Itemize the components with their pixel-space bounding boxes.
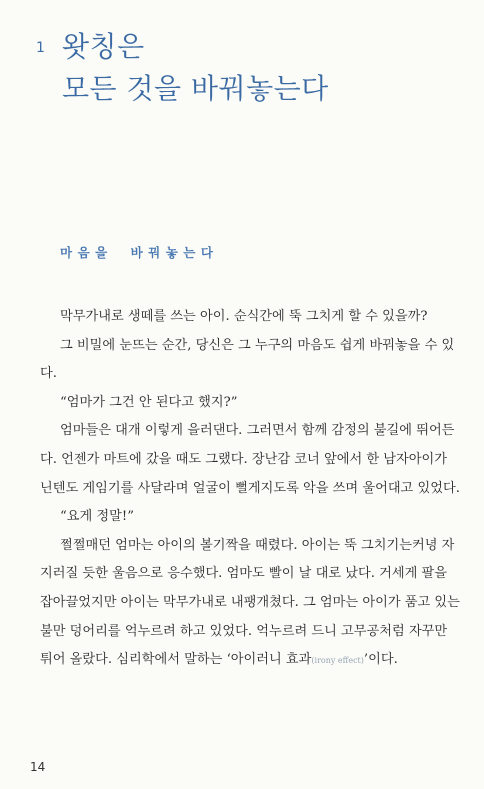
paragraph-text-end: ’이다. <box>363 652 398 668</box>
chapter-title-line-2: 모든 것을 바꿔놓는다 <box>62 72 329 105</box>
chapter-title <box>62 26 329 110</box>
body-text <box>40 303 460 676</box>
chapter-number: 1 <box>36 40 45 56</box>
paragraph-last <box>40 532 460 676</box>
section-heading: 마음을 바꿔놓는다 <box>60 245 219 260</box>
paragraph: 그 비밀에 눈뜨는 순간, 당신은 그 누구의 마음도 쉽게 바꿔놓을 수 있다. <box>40 337 455 382</box>
paragraph: “요게 정말!” <box>60 509 134 525</box>
chapter-title-line-1: 왓칭은 <box>62 30 145 63</box>
paragraph: 엄마들은 대개 이렇게 을러댄다. 그러면서 함께 감정의 불길에 뛰어든다. 언젠가 마트에 갔을 때도 그랬다. 장난감 코너 앞에서 한 남자아이가 닌텐도 게임기를 사달라며 얼굴이 뻘게지도록 악을 쓰며 울어대고 있었다. <box>40 423 460 496</box>
paragraph-text: 쩔쩔매던 엄마는 아이의 볼기짝을 때렸다. 아이는 뚝 그치기는커녕 자지러질 듯한 울음으로 응수했다. 엄마도 빨이 날 대로 났다. 거세게 팔을 잡아끌었지만 아이는 막무가내로 내팽개쳤다. 그 엄마는 아이가 품고 있는 불만 덩어리를 억누르려 하고 있었다. 억누르려 드니 고무공처럼 자꾸만 튀어 올랐다. 심리학에서 말하는 ‘아이러니 효과 <box>40 537 460 668</box>
english-annotation: (irony effect) <box>311 656 364 666</box>
page-number: 14 <box>30 760 46 774</box>
paragraph: 막무가내로 생떼를 쓰는 아이. 순식간에 뚝 그치게 할 수 있을까? <box>60 309 428 324</box>
paragraph: “엄마가 그건 안 된다고 했지?” <box>60 394 238 410</box>
